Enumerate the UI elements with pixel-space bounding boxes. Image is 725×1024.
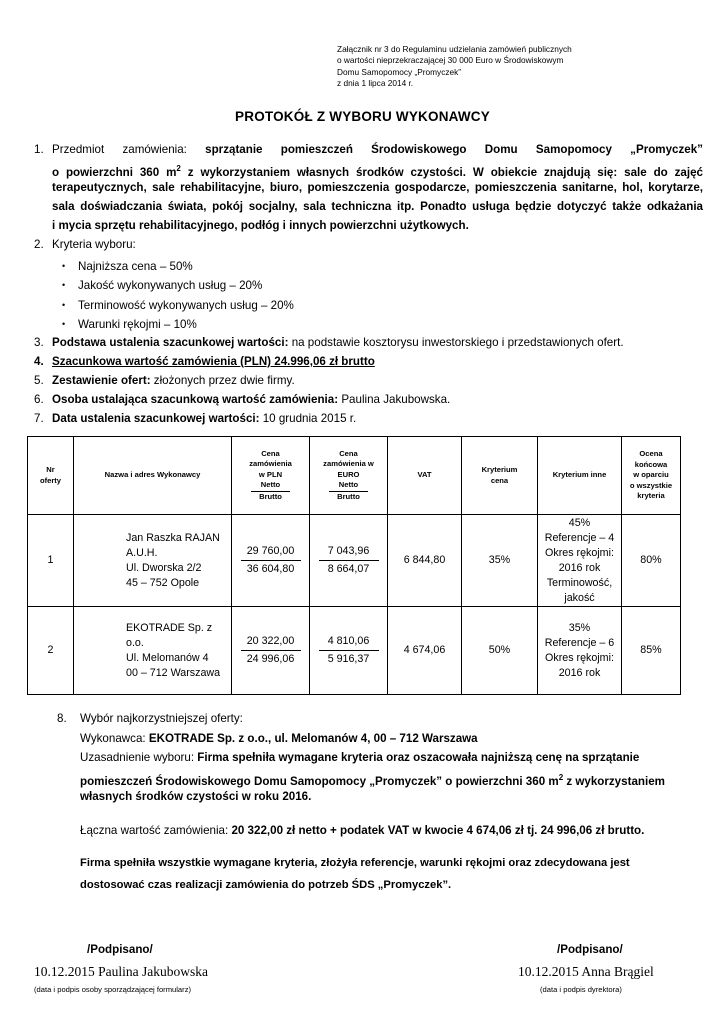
cell-price-criterion: 50% [462, 607, 538, 695]
section-4-label: Szacunkowa wartość zamówienia (PLN) 24.996,06 zł brutto [52, 355, 375, 368]
cell-price-pln: $\frac{20 322,00}{24 996,06}$ [232, 607, 310, 695]
section-number: 6. [34, 393, 44, 406]
list-item [0, 257, 725, 276]
section-1-line-1 [52, 140, 703, 159]
justification-label: Uzasadnienie wyboru: [80, 751, 198, 764]
justification-text: Firma spełniła wymagane kryteria oraz oszacowała najniższą cenę na sprzątanie [197, 751, 640, 764]
header-line: Domu Samopomocy „Promyczek” [337, 66, 462, 77]
criteria-item: Terminowość wykonywanych usług – 20% [78, 298, 294, 312]
criteria-list [0, 257, 725, 335]
contractor-line [80, 729, 478, 749]
left-signature-caption: (data i podpis osoby sporządzającej formularz) [34, 985, 192, 994]
header-line: o wartości nieprzekraczającej 30 000 Euro w Środowiskowym [337, 55, 564, 66]
bullet-icon: • [62, 280, 66, 291]
col-header-price-criterion: Kryterium cena [462, 437, 538, 515]
cell-vat: 4 674,06 [388, 607, 462, 695]
section-1-line-5: i mycia sprzętu rehabilitacyjnego, podłóg i innych powierzchni użytkowych. [52, 219, 469, 232]
cell-price-eur: $\frac{4 810,06}{5 916,37}$ [310, 607, 388, 695]
criteria-item: Warunki rękojmi – 10% [78, 318, 197, 332]
section-1-line-3: terapeutycznych, sale rehabilitacyjne, biuro, pomieszczenia gospodarcze, pomieszczenia sanitarne, hol, korytarze, [52, 181, 703, 194]
section-number: 7. [34, 412, 44, 425]
section-number: 4. [34, 355, 44, 368]
justification-line-1 [80, 748, 639, 768]
offers-table [27, 436, 681, 695]
total-value-line [80, 821, 644, 841]
list-item [0, 276, 725, 295]
list-item [0, 315, 725, 334]
cell-final-score: 80% [622, 515, 681, 607]
list-item [0, 296, 725, 315]
section-1-line-4: sala doświadczania świata, pokój socjalny, sala techniczna itp. Ponadto usługa będzie dotyczyć także odkażania [52, 200, 703, 213]
bullet-icon: • [62, 261, 66, 271]
justification-line-3: własnych środków czystości w roku 2016. [80, 790, 312, 803]
section-3-text: na podstawie kosztorysu inwestorskiego i przedstawionych ofert. [288, 336, 624, 349]
section-number: 3. [34, 336, 44, 349]
section-6-text: Paulina Jakubowska. [338, 393, 451, 406]
cell-price-pln: $\frac{29 760,00}{36 604,80}$ [232, 515, 310, 607]
table-row [28, 515, 681, 607]
text-fragment: z wykorzystaniem [563, 774, 665, 788]
right-signature-caption: (data i podpis dyrektora) [540, 985, 622, 994]
section-7-label: Data ustalenia szacunkowej wartości: [52, 412, 260, 425]
section-3-label: Podstawa ustalenia szacunkowej wartości: [52, 336, 289, 349]
right-signed-mark: /Podpisano/ [557, 943, 623, 956]
section-number: 8. [57, 712, 67, 725]
cell-vat: 6 844,80 [388, 515, 462, 607]
section-8-label: Wybór najkorzystniejszej oferty: [80, 712, 243, 725]
final-statement-line-2: dostosować czas realizacji zamówienia do potrzeb ŚDS „Promyczek”. [80, 879, 452, 891]
cell-name: Jan Raszka RAJAN A.U.H. Ul. Dworska 2/2 45 – 752 Opole [74, 515, 232, 607]
superscript: 2 [558, 772, 564, 782]
section-6-label: Osoba ustalająca szacunkową wartość zamówienia: [52, 393, 339, 406]
text-fragment: pomieszczeń Środowiskowego Domu Samopomocy „Promyczek” o powierzchni 360 m [80, 774, 559, 788]
col-header-nr: Nr oferty [28, 437, 74, 515]
col-header-price-eur: Cena zamówienia w EURO Netto Brutto [310, 437, 388, 515]
section-7-text: 10 grudnia 2015 r. [259, 412, 357, 425]
table-header-row [28, 437, 681, 515]
cell-nr: 1 [28, 515, 74, 607]
col-header-other-criterion: Kryterium inne [538, 437, 622, 515]
document-title: PROTOKÓŁ Z WYBORU WYKONAWCY [235, 109, 490, 124]
text-fragment: z wykorzystaniem własnych środków czystości. W obiekcie znajdują się: sale do zajęć [180, 165, 703, 179]
col-header-name: Nazwa i adres Wykonawcy [74, 437, 232, 515]
section-2-label: Kryteria wyboru: [52, 238, 136, 251]
total-label: Łączna wartość zamówienia: [80, 824, 232, 837]
left-signatory: 10.12.2015 Paulina Jakubowska [34, 964, 208, 979]
section-number: 5. [34, 374, 44, 387]
cell-other-criterion: 45% Referencje – 4 Okres rękojmi: 2016 rok Terminowość, jakość [538, 515, 622, 607]
cell-final-score: 85% [622, 607, 681, 695]
section-number: 2. [34, 238, 44, 251]
section-1-subject: sprzątanie pomieszczeń Środowiskowego Domu Samopomocy „Promyczek” [205, 143, 703, 156]
col-header-final-score: Ocena końcowa w oparciu o wszystkie kryteria [622, 437, 681, 515]
table-row [28, 607, 681, 695]
final-statement-line-1: Firma spełniła wszystkie wymagane kryteria, złożyła referencje, warunki rękojmi oraz zdecydowana jest [80, 857, 630, 869]
section-5-label: Zestawienie ofert: [52, 374, 151, 387]
cell-price-criterion: 35% [462, 515, 538, 607]
right-signatory: 10.12.2015 Anna Brągiel [518, 964, 654, 979]
contractor-value: EKOTRADE Sp. z o.o., ul. Melomanów 4, 00 – 712 Warszawa [148, 731, 478, 745]
bullet-icon: • [62, 299, 66, 310]
criteria-item: Najniższa cena – 50% [78, 260, 193, 273]
superscript: 2 [176, 164, 181, 173]
col-header-vat: VAT [388, 437, 462, 515]
attachment-header [337, 44, 717, 90]
text-fragment: o powierzchni 360 m [52, 165, 177, 179]
cell-other-criterion: 35% Referencje – 6 Okres rękojmi: 2016 rok [538, 607, 622, 695]
bullet-icon: • [62, 319, 66, 330]
cell-name: EKOTRADE Sp. z o.o. Ul. Melomanów 4 00 – 712 Warszawa [74, 607, 232, 695]
header-line: Załącznik nr 3 do Regulaminu udzielania zamówień publicznych [337, 44, 572, 54]
section-5-text: złożonych przez dwie firmy. [150, 374, 295, 387]
section-1-label: Przedmiot zamówienia: [52, 143, 187, 156]
cell-price-eur: $\frac{7 043,96}{8 664,07}$ [310, 515, 388, 607]
contractor-label: Wykonawca: [80, 731, 149, 745]
col-header-price-pln: Cena zamówienia w PLN Netto Brutto [232, 437, 310, 515]
total-value: 20 322,00 zł netto + podatek VAT w kwocie 4 674,06 zł tj. 24 996,06 zł brutto. [231, 824, 645, 837]
section-number: 1. [34, 143, 44, 156]
criteria-item: Jakość wykonywanych usług – 20% [78, 279, 263, 293]
left-signed-mark: /Podpisano/ [87, 943, 153, 956]
cell-nr: 2 [28, 607, 74, 695]
header-line: z dnia 1 lipca 2014 r. [337, 78, 414, 89]
